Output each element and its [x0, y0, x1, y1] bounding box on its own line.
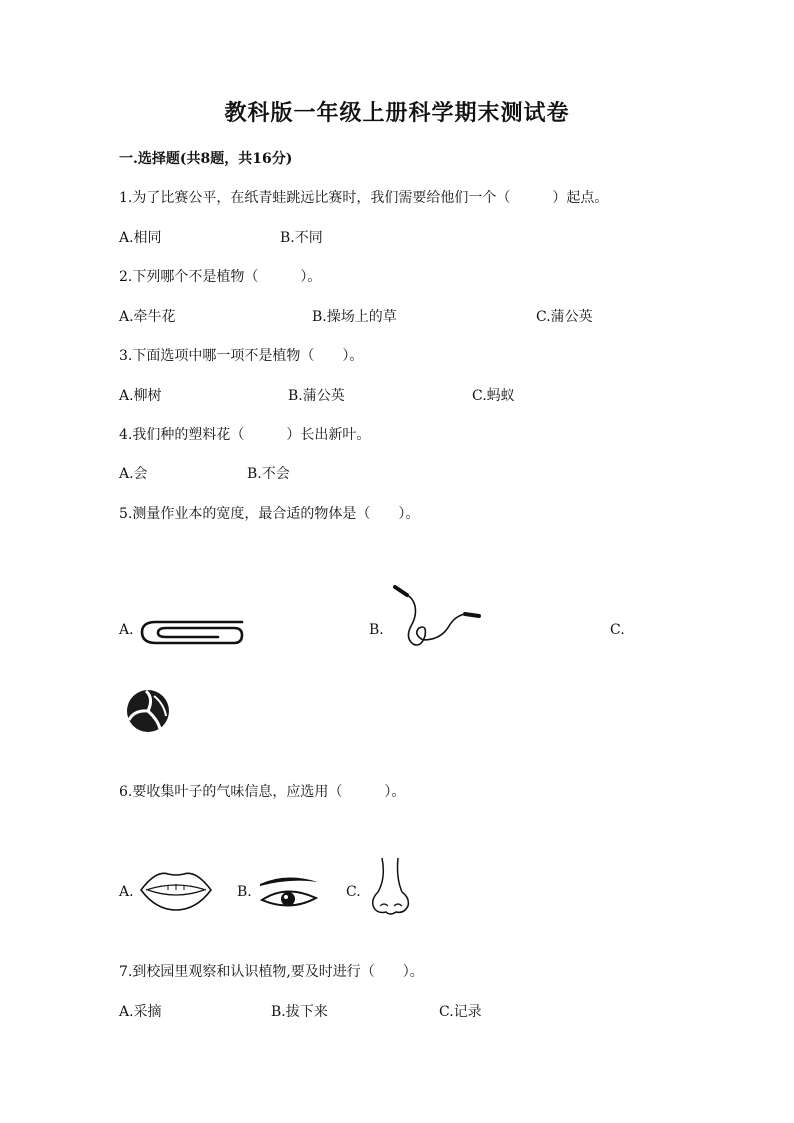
question-5-option-a[interactable]: A. [119, 622, 134, 638]
question-2-stem: 2.下列哪个不是植物（ ）。 [119, 269, 322, 285]
question-4-option-a[interactable]: A.会 [119, 466, 148, 482]
question-5-option-c[interactable]: C. [610, 622, 625, 638]
question-1-stem: 1.为了比赛公平，在纸青蛙跳远比赛时，我们需要给他们一个（ ）起点。 [119, 190, 609, 206]
question-2-option-b[interactable]: B.操场上的草 [312, 309, 397, 325]
question-3-stem: 3.下面选项中哪一项不是植物（ ）。 [119, 348, 364, 364]
jump-rope-icon [393, 584, 483, 650]
question-4-stem: 4.我们种的塑料花（ ）长出新叶。 [119, 427, 371, 443]
question-6-option-b[interactable]: B. [237, 884, 252, 900]
mouth-icon [138, 866, 214, 914]
question-7-option-a[interactable]: A.采摘 [119, 1004, 162, 1020]
question-2-option-a[interactable]: A.牵牛花 [119, 309, 176, 325]
question-6-stem: 6.要收集叶子的气味信息，应选用（ ）。 [119, 784, 406, 800]
question-6-option-c[interactable]: C. [346, 884, 361, 900]
question-1-option-a[interactable]: A.相同 [119, 230, 162, 246]
page-title: 教科版一年级上册科学期末测试卷 [224, 100, 570, 126]
question-5-option-b[interactable]: B. [369, 622, 384, 638]
volleyball-icon [124, 688, 172, 734]
question-7-option-b[interactable]: B.拔下来 [271, 1004, 328, 1020]
question-2-option-c[interactable]: C.蒲公英 [536, 309, 593, 325]
question-7-stem: 7.到校园里观察和认识植物,要及时进行（ ）。 [119, 964, 424, 980]
question-3-option-a[interactable]: A.柳树 [119, 388, 162, 404]
question-5-stem: 5.测量作业本的宽度，最合适的物体是（ ）。 [119, 506, 420, 522]
question-6-option-a[interactable]: A. [119, 884, 134, 900]
nose-icon [364, 856, 414, 918]
paperclip-icon [138, 614, 246, 650]
question-3-option-b[interactable]: B.蒲公英 [288, 388, 345, 404]
section-heading: 一.选择题(共8题，共16分) [119, 151, 293, 167]
question-1-option-b[interactable]: B.不同 [280, 230, 323, 246]
question-7-option-c[interactable]: C.记录 [439, 1004, 482, 1020]
eye-icon [256, 874, 322, 914]
question-3-option-c[interactable]: C.蚂蚁 [472, 388, 515, 404]
question-4-option-b[interactable]: B.不会 [247, 466, 290, 482]
